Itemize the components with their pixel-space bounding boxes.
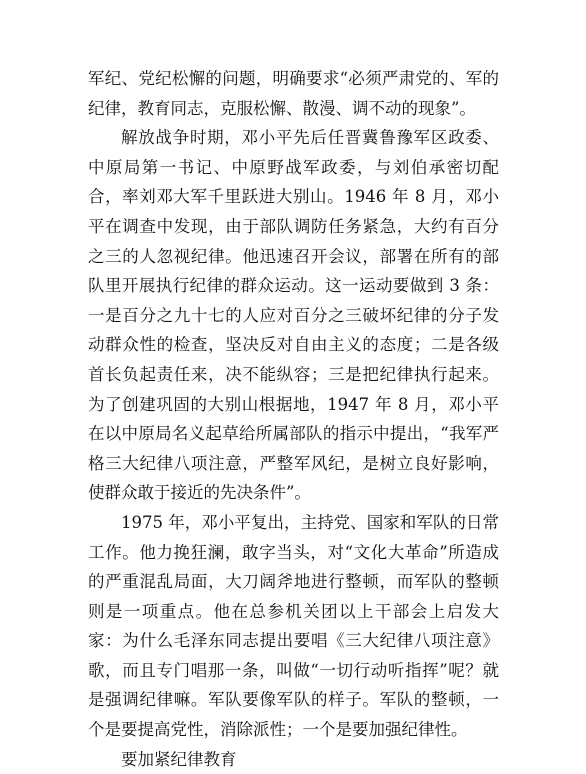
paragraph-1975-rectification: 1975 年，邓小平复出，主持党、国家和军队的日常工作。他力挽狂澜，敢字当头，对“文化大革命”所造成的严重混乱局面，大刀阔斧地进行整顿，而军队的整顿则是一项重点。他在总参机关团以上干部会上启发大家：为什么毛泽东同志提出要唱《三大纪律八项注意》歌，而且专门唱那一条，叫做“一切行动听指挥”呢？就是强调纪律嘛。军队要像军队的样子。军队的整顿，一个是要提高党性，消除派性；一个是要加强纪律性。 bbox=[88, 512, 499, 740]
section-heading: 要加紧纪律教育 bbox=[121, 749, 237, 769]
paragraph-discipline-continuation: 军纪、党纪松懈的问题，明确要求“必须严肃党的、军的纪律，教育同志，克服松懈、散漫、调不动的现象”。 bbox=[88, 69, 499, 118]
paragraph-liberation-war: 解放战争时期，邓小平先后任晋冀鲁豫军区政委、中原局第一书记、中原野战军政委，与刘伯承密切配合，率刘邓大军千里跃进大别山。1946 年 8 月，邓小平在调查中发现，由于部队调防任务紧急，大约有百分之三的人忽视纪律。他迅速召开会议，部署在所有的部队里开展执行纪律的群众运动。这一运动要做到 3 条：一是百分之九十七的人应对百分之三破坏纪律的分子发动群众性的检查，坚决反对自由主义的态度；二是各级首长负起责任来，决不能纵容；三是把纪律执行起来。为了创建巩固的大别山根据地，1947 年 8 月，邓小平在以中原局名义起草给所属部队的指示中提出，“我军严格三大纪律八项注意，严整军风纪，是树立良好影响，使群众敢于接近的先决条件”。 bbox=[88, 128, 499, 503]
document-body bbox=[88, 64, 499, 774]
